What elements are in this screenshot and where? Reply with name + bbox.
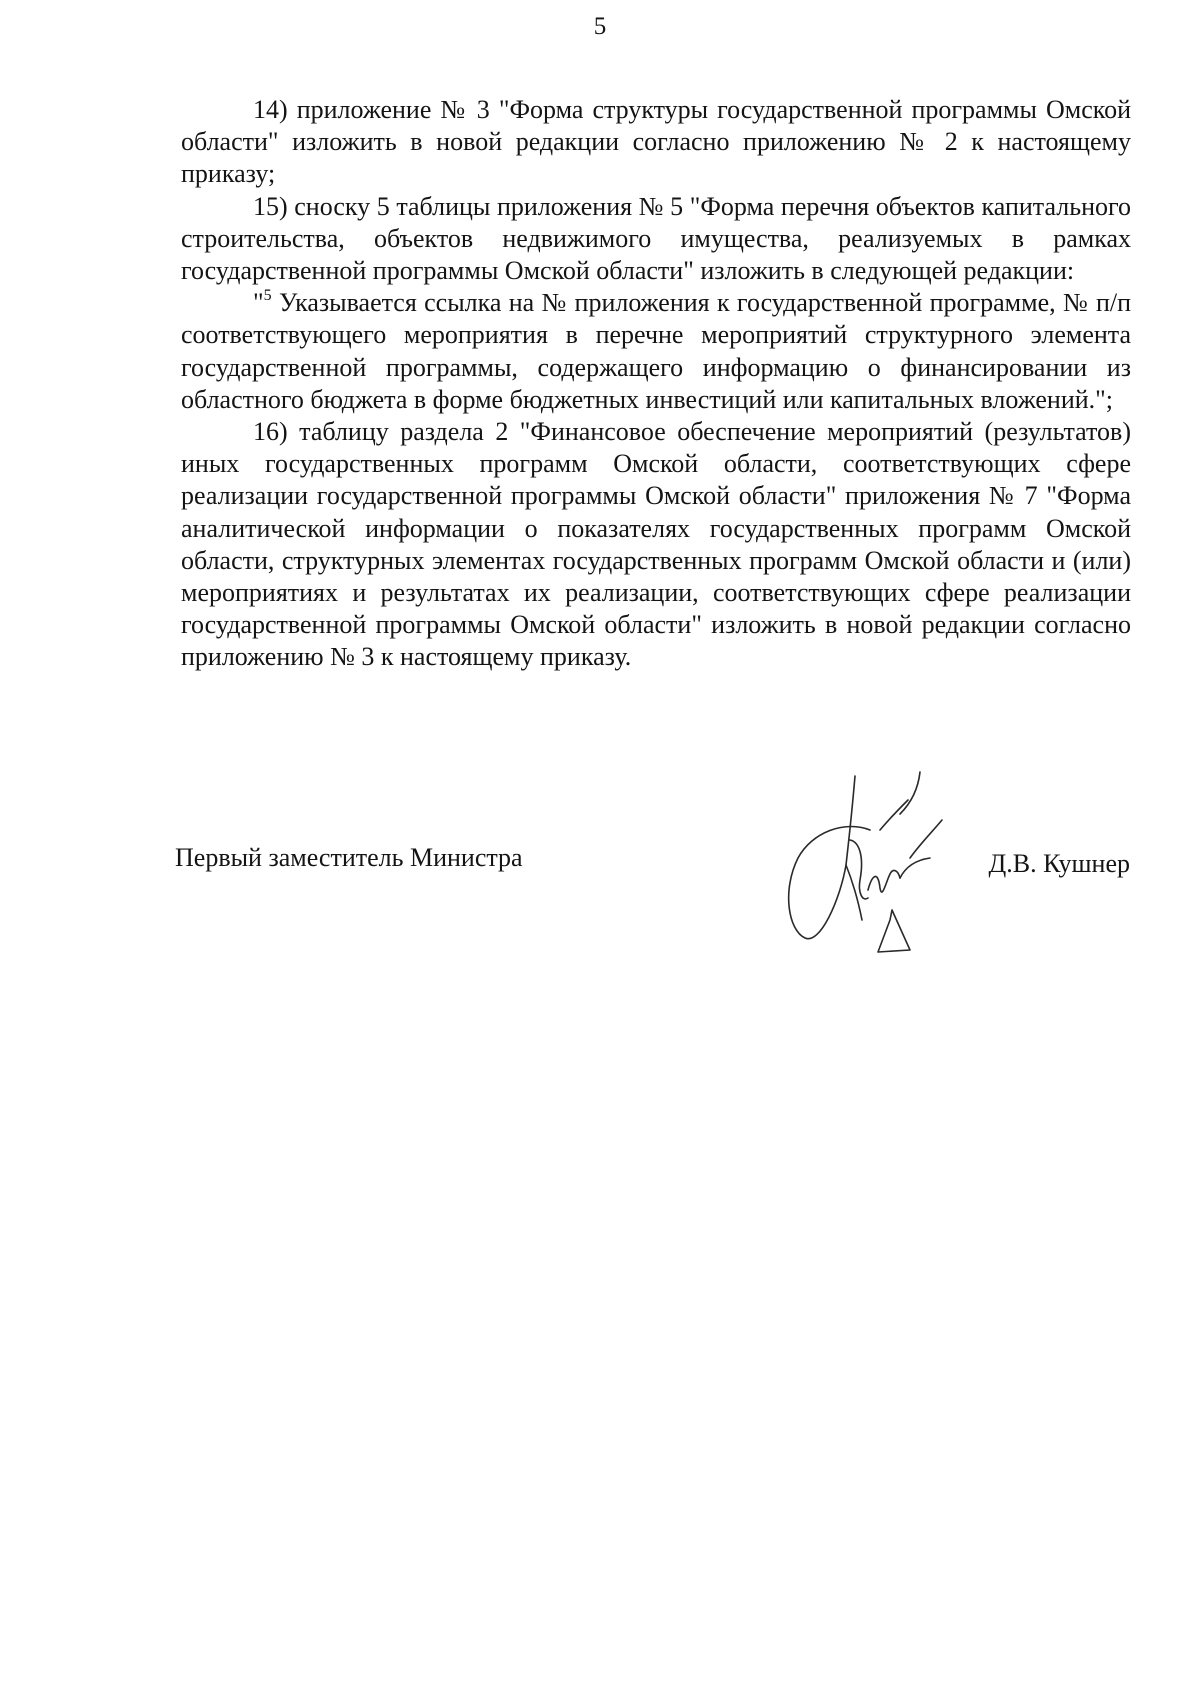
- paragraph-text: 14) приложение № 3 "Форма структуры государственной программы Омской области" изложить в новой редакции согласно приложению № 2 к настоящему приказу;: [181, 95, 1131, 189]
- paragraph-item-16: [181, 416, 1131, 674]
- footnote-number: 5: [263, 287, 272, 305]
- signer-name: Д.В. Кушнер: [988, 849, 1130, 878]
- signature-block: [0, 770, 1200, 970]
- paragraph-item-14: [181, 94, 1131, 191]
- paragraph-text: Указывается ссылка на № приложения к государственной программе, № п/п соответствующего мероприятия в перечне мероприятий структурного элемента государственной программы, содержащего информацию о финансировании из областного бюджета в форме бюджетных инвестиций или капитальных вложений.";: [181, 288, 1131, 414]
- quote-mark: ": [253, 288, 264, 318]
- paragraph-item-15: [181, 191, 1131, 288]
- signer-position: Первый заместитель Министра: [175, 843, 523, 872]
- footnote-quote-paragraph: [181, 287, 1131, 416]
- page-number: 5: [593, 13, 607, 40]
- paragraph-text: 15) сноску 5 таблицы приложения № 5 "Форма перечня объектов капитального строительства, объектов недвижимого имущества, реализуемых в рамках государственной программы Омской области" изложить в следующей редакции:: [181, 191, 1131, 286]
- handwritten-signature-icon: [760, 770, 950, 965]
- paragraph-text: 16) таблицу раздела 2 "Финансовое обеспечение мероприятий (результатов) иных государственных программ Омской области, соответствующих сфере реализации государственной программы Омской области" приложения № 7 "Форма аналитической информации о показателях государственных программ Омской области, структурных элементах государственных программ Омской области и (или) мероприятиях и результатах их реализации, соответствующих сфере реализации государственной программы Омской области" изложить в новой редакции согласно приложению № 3 к настоящему приказу.: [181, 417, 1131, 672]
- document-body: [181, 94, 1131, 674]
